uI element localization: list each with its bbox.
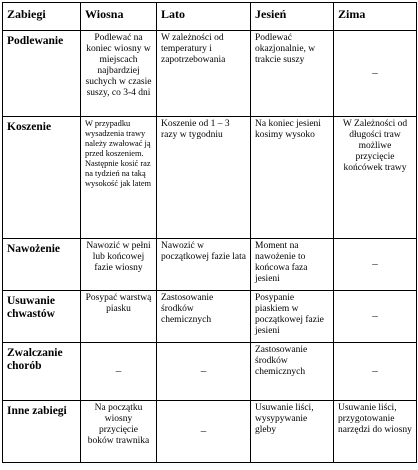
cell-zima: – xyxy=(334,239,417,291)
row-label-podlewanie: Podlewanie xyxy=(3,31,81,117)
table-row xyxy=(3,401,417,463)
row-label-koszenie: Koszenie xyxy=(3,117,81,239)
cell-lato: W zależności od temperatury i zapotrzebowania xyxy=(157,31,251,117)
cell-wiosna: Posypać warstwą piasku xyxy=(81,291,157,343)
header-row xyxy=(3,3,417,31)
cell-lato: – xyxy=(157,343,251,401)
table-row xyxy=(3,239,417,291)
cell-jesien: Na koniec jesieni kosimy wysoko xyxy=(251,117,334,239)
cell-jesien: Posypanie piaskiem w początkowej fazie jesieni xyxy=(251,291,334,343)
cell-zima: – xyxy=(334,31,417,117)
table-row xyxy=(3,117,417,239)
row-label-nawozenie: Nawożenie xyxy=(3,239,81,291)
header-zima: Zima xyxy=(334,3,417,31)
header-zabiegi: Zabiegi xyxy=(3,3,81,31)
cell-lato: Nawozić w początkowej fazie lata xyxy=(157,239,251,291)
header-jesien: Jesień xyxy=(251,3,334,31)
cell-zima: – xyxy=(334,343,417,401)
cell-wiosna: Na początku wiosny przycięcie boków trawnika xyxy=(81,401,157,463)
cell-wiosna: – xyxy=(81,343,157,401)
table-row xyxy=(3,343,417,401)
cell-jesien: Zastosowanie środków chemicznych xyxy=(251,343,334,401)
cell-wiosna: Podlewać na koniec wiosny w miejscach najbardziej suchych w czasie suszy, co 3-4 dni xyxy=(81,31,157,117)
header-lato: Lato xyxy=(157,3,251,31)
cell-jesien: Usuwanie liści, wysypywanie gleby xyxy=(251,401,334,463)
cell-zima: W Zależności od długości traw możliwe przycięcie końcówek trawy xyxy=(334,117,417,239)
cell-wiosna: W przypadku wysadzenia trawy należy zwałować ją przed koszeniem. Następnie kosić raz na tydzień na taką wysokość jak latem xyxy=(81,117,157,239)
cell-zima: Usuwanie liści, przygotowanie narzędzi do wiosny xyxy=(334,401,417,463)
cell-lato: Zastosowanie środków chemicznych xyxy=(157,291,251,343)
cell-lato: – xyxy=(157,401,251,463)
cell-jesien: Moment na nawożenie to końcowa faza jesieni xyxy=(251,239,334,291)
lawn-care-table xyxy=(2,2,417,463)
cell-zima: – xyxy=(334,291,417,343)
header-wiosna: Wiosna xyxy=(81,3,157,31)
cell-wiosna: Nawozić w pełni lub końcowej fazie wiosny xyxy=(81,239,157,291)
row-label-inne-zabiegi: Inne zabiegi xyxy=(3,401,81,463)
row-label-usuwanie-chwastow: Usuwanie chwastów xyxy=(3,291,81,343)
table-row xyxy=(3,291,417,343)
cell-jesien: Podlewać okazjonalnie, w trakcie suszy xyxy=(251,31,334,117)
cell-lato: Koszenie od 1 – 3 razy w tygodniu xyxy=(157,117,251,239)
row-label-zwalczanie-chorob: Zwalczanie chorób xyxy=(3,343,81,401)
table-row xyxy=(3,31,417,117)
